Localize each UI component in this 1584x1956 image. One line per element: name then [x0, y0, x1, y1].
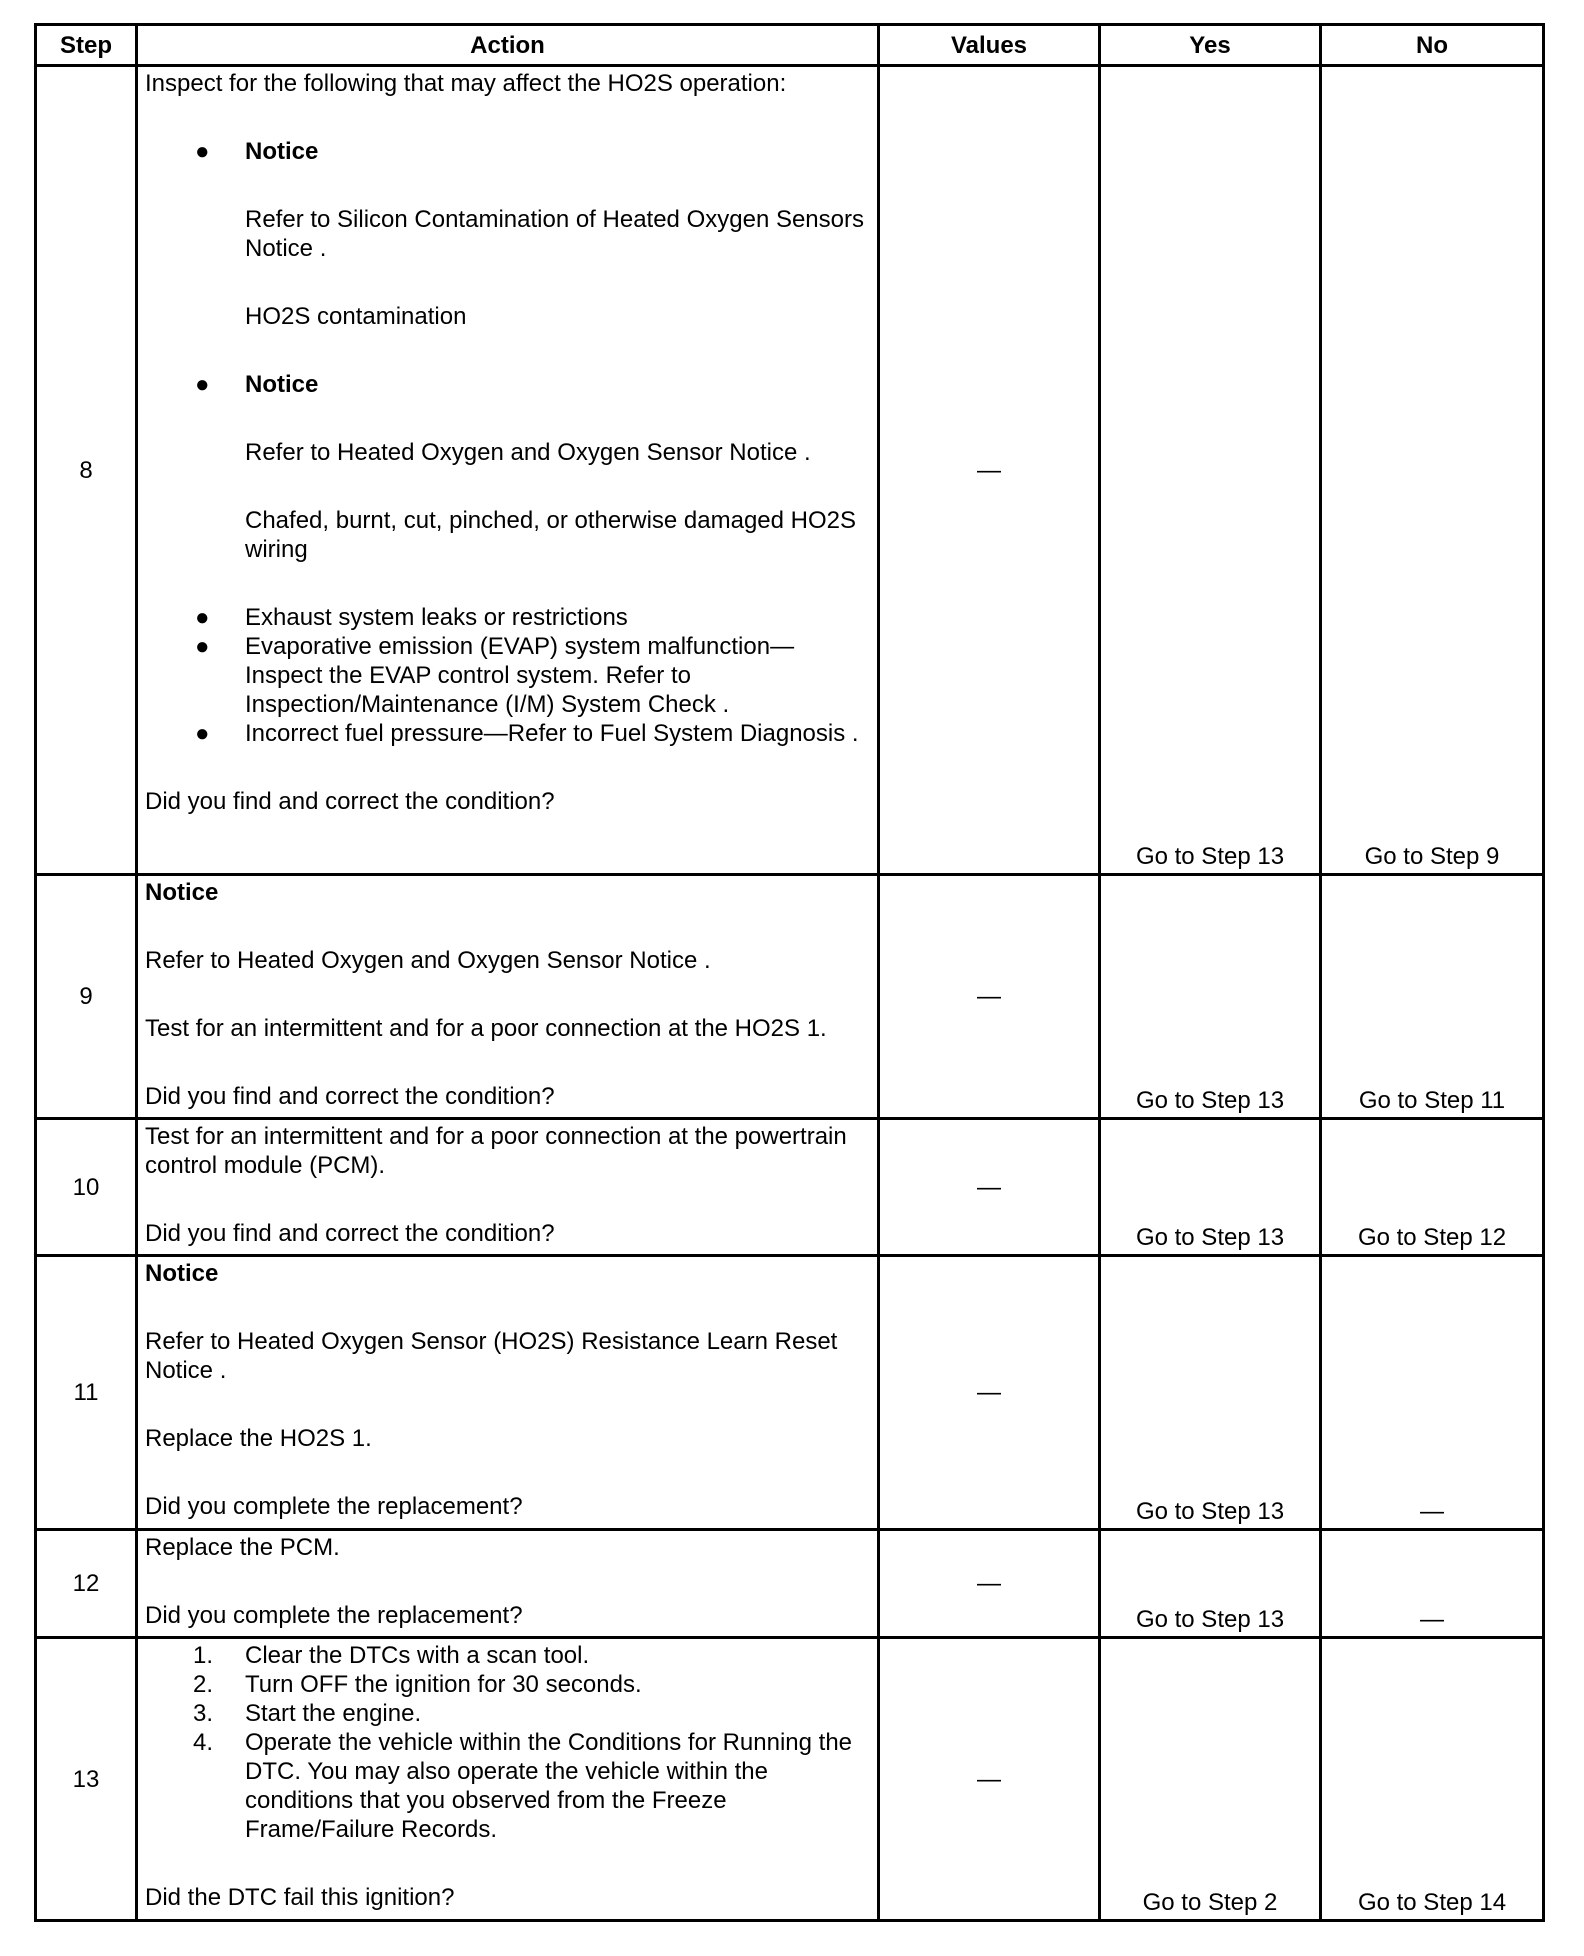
yes-cell: Go to Step 13	[1100, 1256, 1321, 1530]
action-cell	[137, 1530, 879, 1638]
notice-heading: Notice	[145, 879, 219, 906]
action-text: Replace the HO2S 1.	[145, 1425, 372, 1452]
bullet-icon: ●	[195, 633, 210, 660]
diagnostic-steps-table	[34, 23, 1545, 1922]
action-question: Did the DTC fail this ignition?	[145, 1884, 455, 1911]
action-text: Replace the PCM.	[145, 1534, 340, 1561]
step-number: 13	[36, 1638, 137, 1921]
notice-text: Refer to Silicon Contamination of Heated Oxygen Sensors Notice .	[245, 206, 864, 262]
numbered-list	[145, 1641, 871, 1844]
step-number: 10	[36, 1119, 137, 1256]
step-number: 8	[36, 66, 137, 875]
no-cell: Go to Step 14	[1321, 1638, 1544, 1921]
yes-cell: Go to Step 2	[1100, 1638, 1321, 1921]
inspection-item: Incorrect fuel pressure—Refer to Fuel System Diagnosis .	[245, 720, 859, 747]
table-row	[36, 875, 1544, 1119]
no-cell: Go to Step 11	[1321, 875, 1544, 1119]
bullet-icon: ●	[195, 720, 210, 747]
action-question: Did you complete the replacement?	[145, 1493, 523, 1520]
no-cell: —	[1321, 1530, 1544, 1638]
inspection-item: Exhaust system leaks or restrictions	[245, 604, 628, 631]
values-cell: —	[879, 1530, 1100, 1638]
action-question: Did you complete the replacement?	[145, 1602, 523, 1629]
action-cell	[137, 1638, 879, 1921]
table-row	[36, 1530, 1544, 1638]
header-no: No	[1321, 25, 1544, 66]
list-item	[145, 1728, 871, 1844]
action-intro: Inspect for the following that may affect the HO2S operation:	[145, 70, 787, 97]
action-question: Did you find and correct the condition?	[145, 1220, 555, 1247]
no-cell: —	[1321, 1256, 1544, 1530]
values-cell: —	[879, 875, 1100, 1119]
action-text: Test for an intermittent and for a poor connection at the HO2S 1.	[145, 1015, 827, 1042]
yes-cell: Go to Step 13	[1100, 1119, 1321, 1256]
header-values: Values	[879, 25, 1100, 66]
step-number: 11	[36, 1256, 137, 1530]
list-item	[145, 370, 871, 399]
action-cell	[137, 1256, 879, 1530]
list-text: Clear the DTCs with a scan tool.	[245, 1642, 590, 1669]
action-cell	[137, 66, 879, 875]
action-cell	[137, 1119, 879, 1256]
list-number: 3.	[193, 1700, 214, 1727]
list-text: Operate the vehicle within the Conditions for Running the DTC. You may also operate the vehicle within the conditions that you observed from the Freeze Frame/Failure Records.	[245, 1729, 853, 1843]
no-cell: Go to Step 9	[1321, 66, 1544, 875]
list-text: Start the engine.	[245, 1700, 422, 1727]
bullet-list	[145, 137, 871, 166]
yes-cell: Go to Step 13	[1100, 66, 1321, 875]
table-row	[36, 1119, 1544, 1256]
values-cell: —	[879, 66, 1100, 875]
action-question: Did you find and correct the condition?	[145, 788, 555, 815]
yes-cell: Go to Step 13	[1100, 1530, 1321, 1638]
list-item	[145, 1641, 871, 1670]
bullet-icon: ●	[195, 604, 210, 631]
header-yes: Yes	[1100, 25, 1321, 66]
notice-text: Refer to Heated Oxygen and Oxygen Sensor Notice .	[245, 439, 811, 466]
notice-heading: Notice	[145, 1260, 219, 1287]
list-number: 2.	[193, 1671, 214, 1698]
list-item	[145, 1670, 871, 1699]
list-number: 4.	[193, 1729, 214, 1756]
list-item	[145, 137, 871, 166]
yes-cell: Go to Step 13	[1100, 875, 1321, 1119]
list-text: Turn OFF the ignition for 30 seconds.	[245, 1671, 642, 1698]
list-item	[145, 603, 871, 632]
list-item	[145, 1699, 871, 1728]
action-text: Test for an intermittent and for a poor connection at the powertrain control module (PCM).	[145, 1123, 847, 1179]
action-question: Did you find and correct the condition?	[145, 1083, 555, 1110]
header-action: Action	[137, 25, 879, 66]
notice-heading: Notice	[245, 371, 319, 398]
step-number: 9	[36, 875, 137, 1119]
values-cell: —	[879, 1256, 1100, 1530]
list-item	[145, 719, 871, 748]
values-cell: —	[879, 1638, 1100, 1921]
inspection-item: HO2S contamination	[245, 303, 467, 330]
bullet-icon: ●	[195, 371, 210, 398]
notice-text: Refer to Heated Oxygen and Oxygen Sensor Notice .	[145, 947, 711, 974]
no-cell: Go to Step 12	[1321, 1119, 1544, 1256]
table-row	[36, 66, 1544, 875]
action-cell	[137, 875, 879, 1119]
list-item	[145, 632, 871, 719]
table-row	[36, 1638, 1544, 1921]
values-cell: —	[879, 1119, 1100, 1256]
step-number: 12	[36, 1530, 137, 1638]
inspection-item: Evaporative emission (EVAP) system malfunction—Inspect the EVAP control system. Refer to Inspection/Maintenance (I/M) System Check .	[245, 633, 795, 718]
inspection-item: Chafed, burnt, cut, pinched, or otherwise damaged HO2S wiring	[245, 507, 857, 563]
notice-heading: Notice	[245, 138, 319, 165]
table-row	[36, 1256, 1544, 1530]
table-header-row	[36, 25, 1544, 66]
notice-text: Refer to Heated Oxygen Sensor (HO2S) Resistance Learn Reset Notice .	[145, 1328, 838, 1384]
bullet-icon: ●	[195, 138, 210, 165]
header-step: Step	[36, 25, 137, 66]
list-number: 1.	[193, 1642, 214, 1669]
